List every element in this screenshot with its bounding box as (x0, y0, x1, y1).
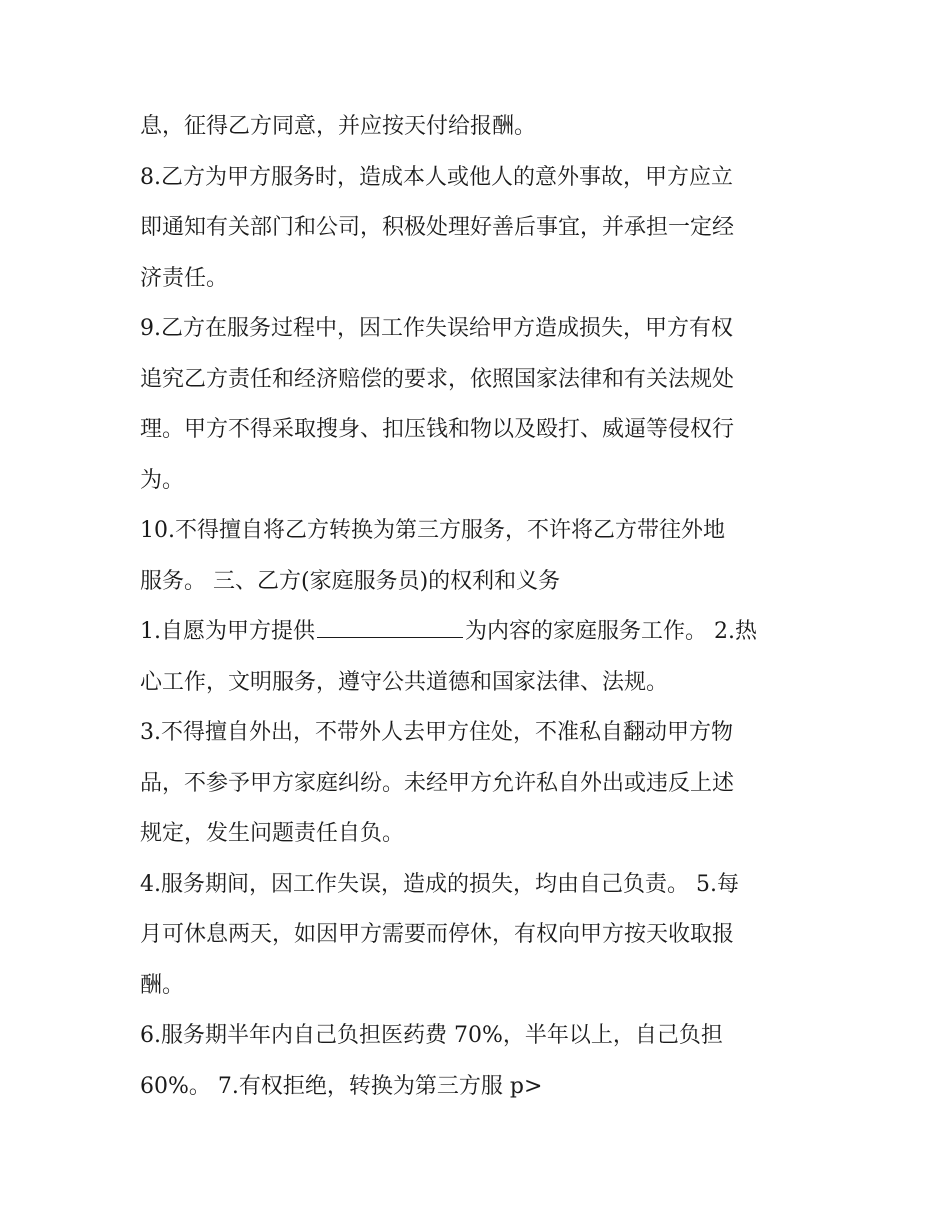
text-line: 8.乙方为甲方服务时，造成本人或他人的意外事故，甲方应立 (140, 164, 733, 190)
text-line: 6.服务期半年内自己负担医药费 70%，半年以上，自己负担 (140, 1023, 723, 1048)
text-line: 酬。 (140, 972, 185, 998)
fill-in-blank (317, 615, 463, 638)
text-line: 追究乙方责任和经济赔偿的要求，依照国家法律和有关法规处 (140, 366, 735, 392)
text-line: 品，不参予甲方家庭纠纷。未经甲方允许私自外出或违反上述 (140, 770, 735, 796)
text-line: 理。甲方不得采取搜身、扣压钱和物以及殴打、威逼等侵权行 (140, 417, 735, 442)
text-line: 9.乙方在服务过程中，因工作失误给甲方造成损失，甲方有权 (140, 316, 733, 341)
blank-line-suffix: 为内容的家庭服务工作。 2.热 (465, 619, 757, 644)
document-body (140, 102, 820, 1112)
blank-line-prefix: 1.自愿为甲方提供 (140, 619, 315, 644)
text-line: 规定，发生问题责任自负。 (140, 821, 405, 846)
text-line: 心工作，文明服务，遵守公共道德和国家法律、法规。 (140, 669, 669, 695)
text-line: 10.不得擅自将乙方转换为第三方服务，不许将乙方带往外地 (140, 518, 725, 543)
text-line: 为。 (140, 467, 185, 493)
text-line: 济责任。 (140, 265, 229, 291)
text-line: 息，征得乙方同意，并应按天付给报酬。 (140, 114, 537, 139)
text-line: 即通知有关部门和公司，积极处理好善后事宜，并承担一定经 (140, 215, 735, 240)
text-line: 60%。 7.有权拒绝，转换为第三方服 p> (140, 1073, 543, 1099)
text-line: 月可休息两天，如因甲方需要而停休，有权向甲方按天收取报 (140, 922, 735, 947)
text-line: 4.服务期间，因工作失误，造成的损失，均由自己负责。 5.每 (140, 871, 739, 897)
text-line-with-blank (140, 607, 820, 658)
text-line: 3.不得擅自外出，不带外人去甲方住处，不准私自翻动甲方物 (140, 720, 733, 745)
text-line: 服务。 三、乙方(家庭服务员)的权利和义务 (140, 568, 561, 594)
